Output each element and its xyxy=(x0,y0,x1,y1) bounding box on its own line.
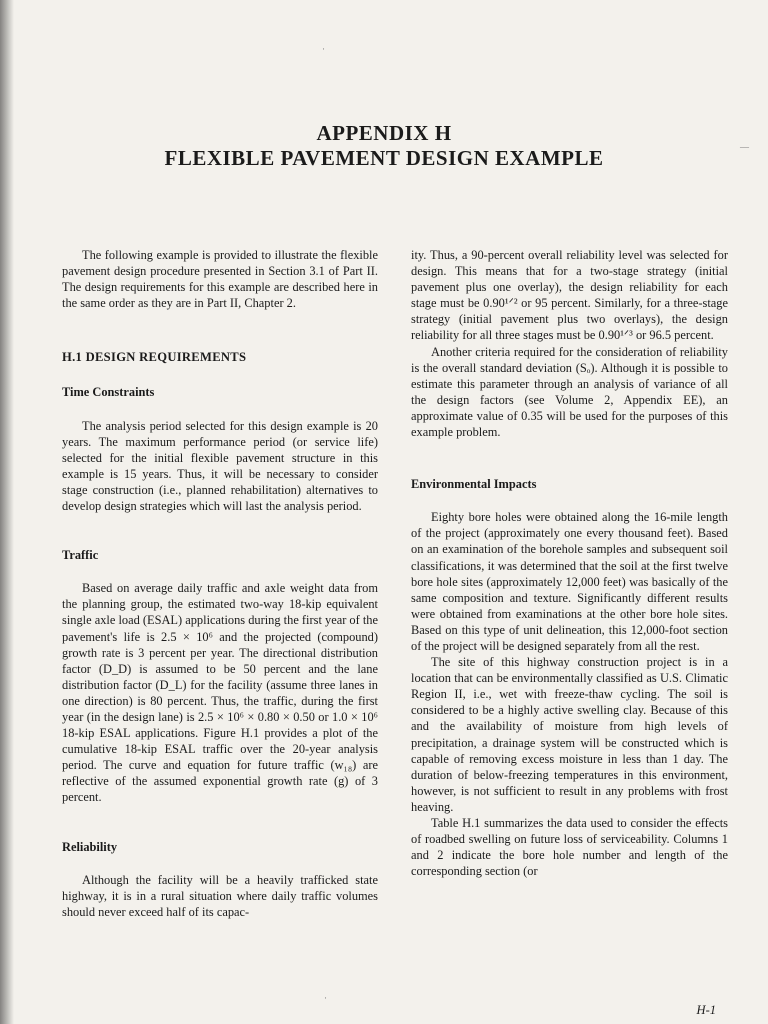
time-constraints-paragraph: The analysis period selected for this design example is 20 years. The maximum performance period (or service life) selected for the initial flexible pavement structure in this example is 15 years. Thus, it will be necessary to consider stage construction (i.e., planned rehabilitation) alternatives to develop design strategies which will last the analysis period. xyxy=(62,418,378,514)
scan-dash: — xyxy=(740,142,749,152)
reliability-continued-paragraph: ity. Thus, a 90-percent overall reliability level was selected for design. This means that for a two-stage strategy (initial pavement plus one overlay), the design reliability for each stage must be 0.90¹ᐟ² or 95 percent. Similarly, for a three-stage strategy (initial pavement plus two overlays), the design reliability for all three stages must be 0.90¹ᐟ³ or 96.5 percent. xyxy=(411,248,728,343)
traffic-paragraph: Based on average daily traffic and axle weight data from the planning group, the estimated two-way 18-kip equivalent single axle load (ESAL) applications during the first year of the pavement's life is 2.5 × 10⁶ and the projected (compound) growth rate is 3 percent per year. The directional distribution factor (D_D) is assumed to be 50 percent and the lane distribution factor (D_L) for the facility (assume three lanes in one direction) is 80 percent. Thus, the traffic, during the first year (in the design lane) is 2.5 × 10⁶ × 0.80 × 0.50 or 1.0 × 10⁶ 18-kip ESAL applications. Figure H.1 provides a plot of the cumulative 18-kip ESAL traffic over the 20-year analysis period. The curve and equation for future traffic (w₁₈) are reflective of the assumed exponential growth rate (g) of 3 percent. xyxy=(62,581,378,805)
appendix-title: APPENDIX H xyxy=(316,121,452,145)
right-column xyxy=(411,247,728,879)
environmental-impacts-heading: Environmental Impacts xyxy=(411,477,537,492)
time-constraints-heading: Time Constraints xyxy=(62,385,155,400)
reliability-paragraph: Although the facility will be a heavily trafficked state highway, it is in a rural situation where daily traffic volumes should never exceed half of its capac- xyxy=(62,872,378,919)
intro-paragraph: The following example is provided to illustrate the flexible pavement design procedure presented in Section 3.1 of Part II. The design requirements for this example are described here in the same order as they are in Part II, Chapter 2. xyxy=(62,248,378,311)
environmental-paragraph-2: The site of this highway construction project is in a location that can be environmentally classified as U.S. Climatic Region II, i.e., wet with freeze-thaw cycling. The soil is considered to be a highly active swelling clay. Because of this and the availability of moisture from high levels of precipitation, a drainage system will be constructed which is capable of removing excess moisture in less than 1 day. The duration of below-freezing temperatures in this environment, however, is not sufficient to result in any problems with frost heaving. xyxy=(411,655,728,814)
reliability-heading: Reliability xyxy=(62,839,118,854)
left-column xyxy=(62,247,378,920)
section-heading-h1: H.1 DESIGN REQUIREMENTS xyxy=(62,350,247,365)
appendix-subtitle: FLEXIBLE PAVEMENT DESIGN EXAMPLE xyxy=(164,146,604,170)
environmental-paragraph-3: Table H.1 summarizes the data used to consider the effects of roadbed swelling on future loss of serviceability. Columns 1 and 2 indicate the bore hole number and length of the corresponding section (or xyxy=(411,816,728,879)
criteria-paragraph: Another criteria required for the consideration of reliability is the overall standard deviation (Sₒ). Although it is possible to estimate this parameter through an analysis of variance of all the design factors (see Volume 2, Appendix EE), an approximate value of 0.35 will be used for the purposes of this example problem. xyxy=(411,344,728,440)
scan-speck: · xyxy=(324,993,327,1003)
page-number: H-1 xyxy=(696,1003,716,1017)
traffic-heading: Traffic xyxy=(62,548,99,563)
scan-speck: · xyxy=(322,44,325,54)
environmental-paragraph-1: Eighty bore holes were obtained along the 16-mile length of the project (approximately one every thousand feet). Based on an examination of the borehole samples and subsequent soil classifications, it was determined that the soil at the first twelve bore hole sites (approximately 12,000 feet) was basically of the same composition and texture. Significantly different results were obtained from examinations at the other bore hole sites. Based on this type of unit delineation, this 12,000-foot section of the project will be designed separately from all the rest. xyxy=(411,510,728,653)
